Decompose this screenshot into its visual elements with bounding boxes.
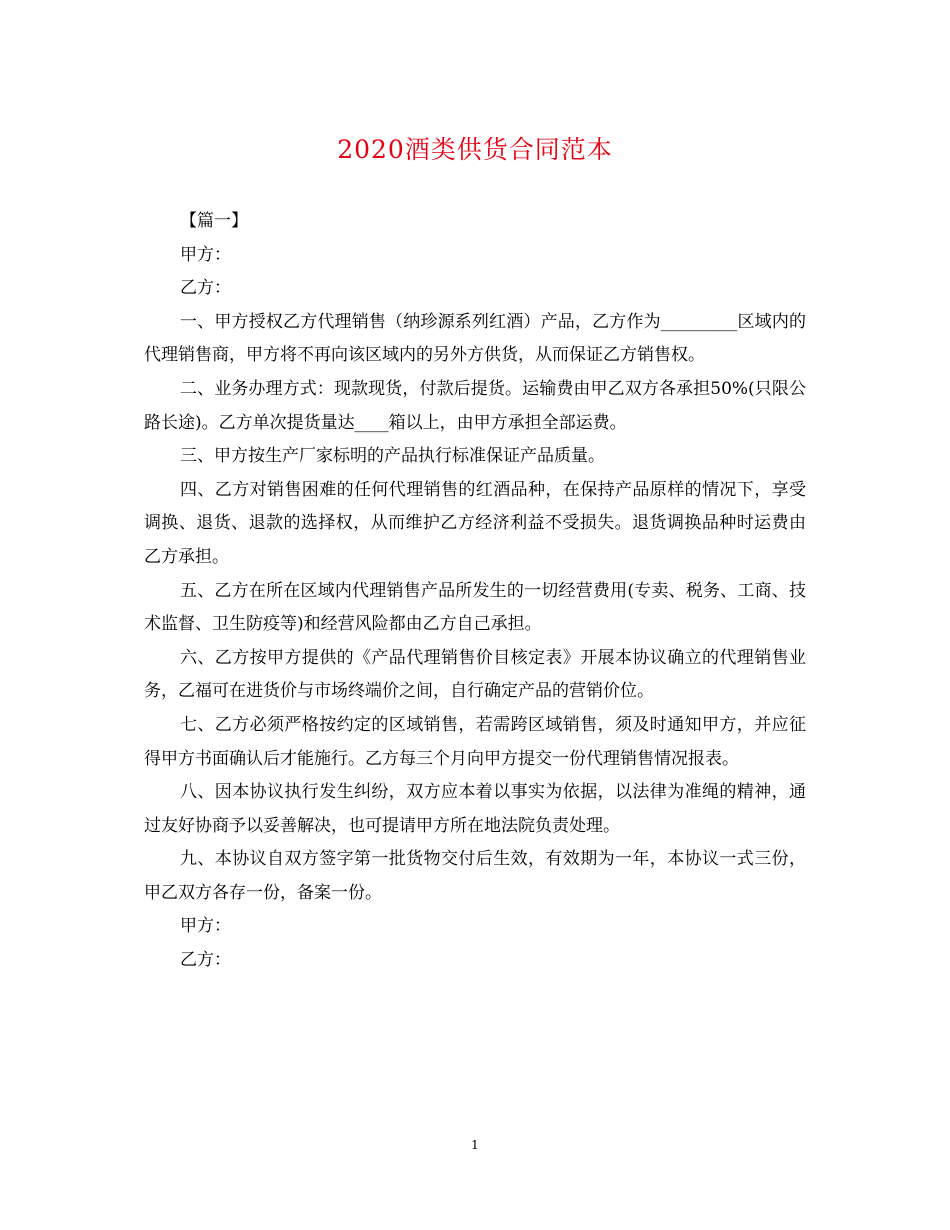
party-b-signature-label: 乙方： <box>180 950 231 971</box>
clause-2: 二、业务办理方式：现款现货，付款后提货。运输费由甲乙双方各承担50%(只限公路长途)。乙方单次提货量达____箱以上，由甲方承担全部运费。 <box>144 378 806 433</box>
section-heading: 【篇一】 <box>180 211 248 231</box>
clause-4: 四、乙方对销售困难的任何代理销售的红酒品种，在保持产品原样的情况下，享受调换、退货、退款的选择权，从而维护乙方经济利益不受损失。退货调换品种时运费由乙方承担。 <box>144 479 806 567</box>
clause-1: 一、甲方授权乙方代理销售（纳珍源系列红酒）产品，乙方作为_________区域内的代理销售商，甲方将不再向该区域内的另外方供货，从而保证乙方销售权。 <box>144 311 806 366</box>
document-title: 2020酒类供货合同范本 <box>337 135 613 164</box>
party-b-label: 乙方： <box>180 278 231 299</box>
clause-8: 八、因本协议执行发生纠纷，双方应本着以事实为依据，以法律为准绳的精神，通过友好协商予以妥善解决，也可提请甲方所在地法院负责处理。 <box>144 782 806 836</box>
clause-3: 三、甲方按生产厂家标明的产品执行标准保证产品质量。 <box>180 446 605 467</box>
page-number: 1 <box>471 1138 479 1152</box>
clause-5: 五、乙方在所在区域内代理销售产品所发生的一切经营费用(专卖、税务、工商、技术监督、卫生防疫等)和经营风险都由乙方自己承担。 <box>144 580 806 635</box>
document-body <box>144 205 806 978</box>
clause-9: 九、本协议自双方签字第一批货物交付后生效，有效期为一年，本协议一式三份，甲乙双方各存一份，备案一份。 <box>144 849 806 903</box>
clause-7: 七、乙方必须严格按约定的区域销售，若需跨区域销售，须及时通知甲方，并应征得甲方书面确认后才能施行。乙方每三个月向甲方提交一份代理销售情况报表。 <box>144 714 806 769</box>
party-a-label: 甲方： <box>180 244 231 265</box>
clause-6: 六、乙方按甲方提供的《产品代理销售价目核定表》开展本协议确立的代理销售业务，乙福可在进货价与市场终端价之间，自行确定产品的营销价位。 <box>144 647 806 702</box>
party-a-signature-label: 甲方： <box>180 916 231 937</box>
